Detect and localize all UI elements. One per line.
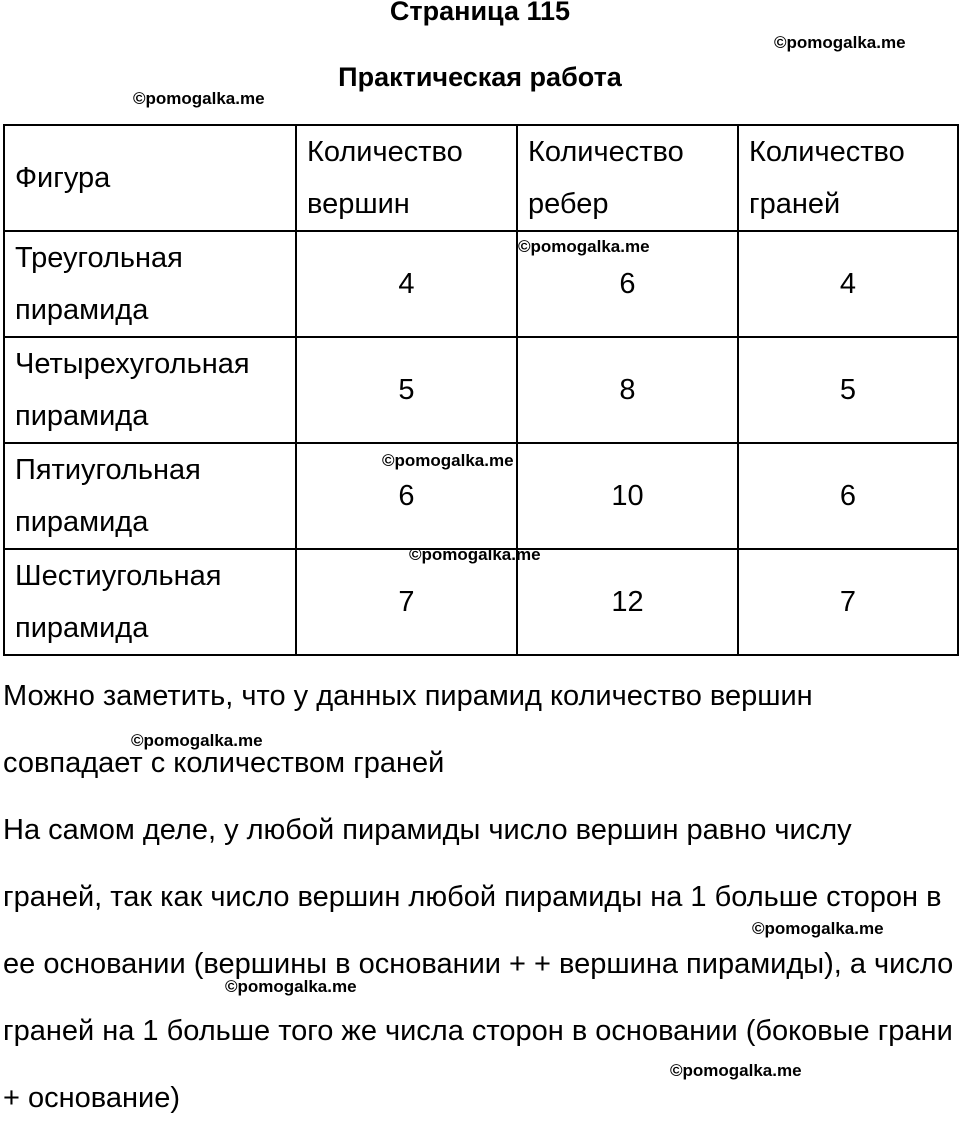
pyramid-table xyxy=(3,124,959,656)
figure-cell: Пятиугольная пирамида xyxy=(4,443,296,549)
table-header-row xyxy=(4,125,958,231)
header-faces: Количество граней xyxy=(738,125,958,231)
watermark: ©pomogalka.me xyxy=(225,977,357,996)
header-edges: Количество ребер xyxy=(517,125,738,231)
figure-cell: Четырехугольная пирамида xyxy=(4,337,296,443)
edges-cell: 10 xyxy=(517,443,738,549)
watermark: ©pomogalka.me xyxy=(133,89,265,108)
watermark: ©pomogalka.me xyxy=(131,731,263,750)
watermark: ©pomogalka.me xyxy=(752,919,884,938)
figure-cell: Треугольная пирамида xyxy=(4,231,296,337)
header-figure: Фигура xyxy=(4,125,296,231)
watermark: ©pomogalka.me xyxy=(518,237,650,256)
watermark: ©pomogalka.me xyxy=(409,545,541,564)
table-row xyxy=(4,231,958,337)
watermark: ©pomogalka.me xyxy=(382,451,514,470)
paragraph-observation: Можно заметить, что у данных пирамид количество вершин совпадает с количеством граней xyxy=(3,680,813,779)
section-title: Практическая работа xyxy=(338,62,622,92)
edges-cell: 8 xyxy=(517,337,738,443)
edges-cell: 6 xyxy=(517,231,738,337)
faces-cell: 4 xyxy=(738,231,958,337)
vertices-cell: 4 xyxy=(296,231,517,337)
page-title: Страница 115 xyxy=(389,0,571,26)
table-row xyxy=(4,337,958,443)
faces-cell: 6 xyxy=(738,443,958,549)
edges-cell: 12 xyxy=(517,549,738,655)
watermark: ©pomogalka.me xyxy=(774,33,906,52)
faces-cell: 5 xyxy=(738,337,958,443)
watermark: ©pomogalka.me xyxy=(670,1061,802,1080)
faces-cell: 7 xyxy=(738,549,958,655)
vertices-cell: 5 xyxy=(296,337,517,443)
header-vertices: Количество вершин xyxy=(296,125,517,231)
vertices-cell: 6 xyxy=(296,443,517,549)
figure-cell: Шестиугольная пирамида xyxy=(4,549,296,655)
vertices-cell: 7 xyxy=(296,549,517,655)
paragraph-explanation: На самом деле, у любой пирамиды число вершин равно числу граней, так как число вершин любой пирамиды на 1 больше сторон в ее основании (вершины в основании + + вершина пирамиды), а число граней на 1 больше того же числа сторон в основании (боковые грани + основание) xyxy=(3,814,954,1114)
